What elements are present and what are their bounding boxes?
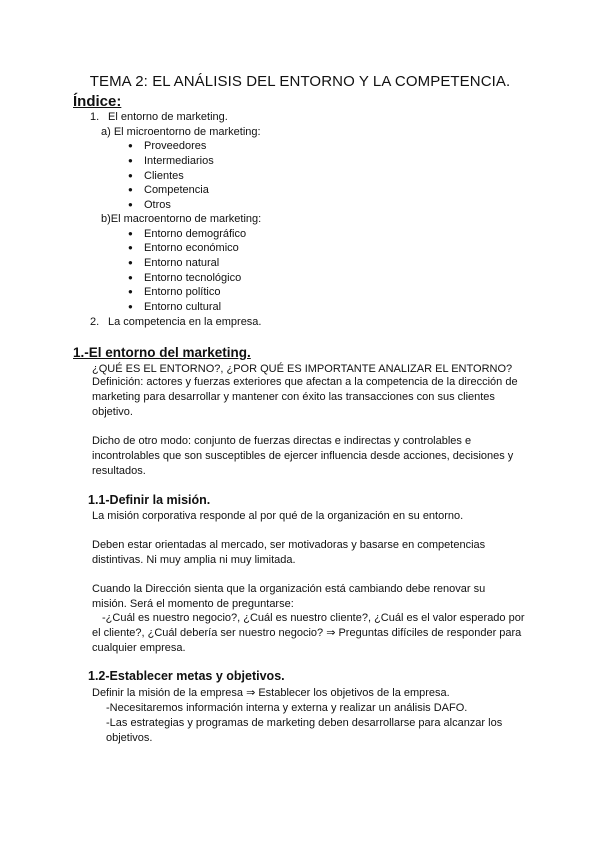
index-sub-b: b)El macroentorno de marketing: [101,213,262,225]
list-item: ● Entorno cultural [144,300,221,314]
index-item-1: El entorno de marketing. [108,111,228,123]
section-1-question: ¿QUÉ ES EL ENTORNO?, ¿POR QUÉ ES IMPORTANTE ANALIZAR EL ENTORNO? [92,363,513,375]
list-item: ● Intermediarios [144,154,214,168]
index-sub-a: a) El microentorno de marketing: [101,126,261,138]
list-item: ● Entorno demográfico [144,227,246,241]
section-1-1-heading: 1.1-Definir la misión. [88,493,211,507]
list-item: ● Entorno político [144,285,220,299]
index-heading: Índice: [73,93,122,110]
section-1-heading: 1.-El entorno del marketing. [73,345,251,360]
section-1-2-heading: 1.2-Establecer metas y objetivos. [88,669,285,683]
index-item-2: La competencia en la empresa. [108,316,262,328]
list-item: ● Entorno natural [144,256,219,270]
section-1-1-p3: Cuando la Dirección sienta que la organización está cambiando debe renovar su misión. Será el momento de preguntarse: [92,583,486,610]
list-item: ● Entorno tecnológico [144,271,241,285]
section-1-definition: Definición: actores y fuerzas exteriores que afectan a la competencia de la dirección de marketing para desarrollar y mantener con éxito las transacciones con sus clientes objetivo. [92,376,518,418]
list-item: ● Competencia [144,183,209,197]
section-1-1-p4: -¿Cuál es nuestro negocio?, ¿Cuál es nuestro cliente?, ¿Cuál es el valor esperado por el cliente?, ¿Cuál debería ser nuestro negocio? ⇒ Preguntas difíciles de responder para cualquier empresa. [92,612,525,654]
page-title: TEMA 2: EL ANÁLISIS DEL ENTORNO Y LA COMPETENCIA. [89,73,511,90]
section-1-2-p3: -Las estrategias y programas de marketing deben desarrollarse para alcanzar los objetivos. [106,717,503,744]
section-1-2-p1: Definir la misión de la empresa ⇒ Establecer los objetivos de la empresa. [92,687,450,699]
section-1-1-p1: La misión corporativa responde al por qué de la organización en su entorno. [92,510,464,522]
section-1-other-mode: Dicho de otro modo: conjunto de fuerzas directas e indirectas y controlables e incontrolables que son susceptibles de ejercer influencia desde acciones, decisiones y resultados. [92,435,514,477]
index-item-number: 2. [90,316,100,328]
section-1-2-p2: -Necesitaremos información interna y externa y realizar un análisis DAFO. [106,702,468,714]
list-item: ● Proveedores [144,139,206,153]
section-1-1-p2: Deben estar orientadas al mercado, ser motivadoras y basarse en competencias distintivas. Ni muy amplia ni muy limitada. [92,539,486,566]
index-item-number: 1. [90,111,100,123]
list-item: ● Entorno económico [144,241,239,255]
list-item: ● Clientes [144,169,184,183]
list-item: ● Otros [144,198,171,212]
